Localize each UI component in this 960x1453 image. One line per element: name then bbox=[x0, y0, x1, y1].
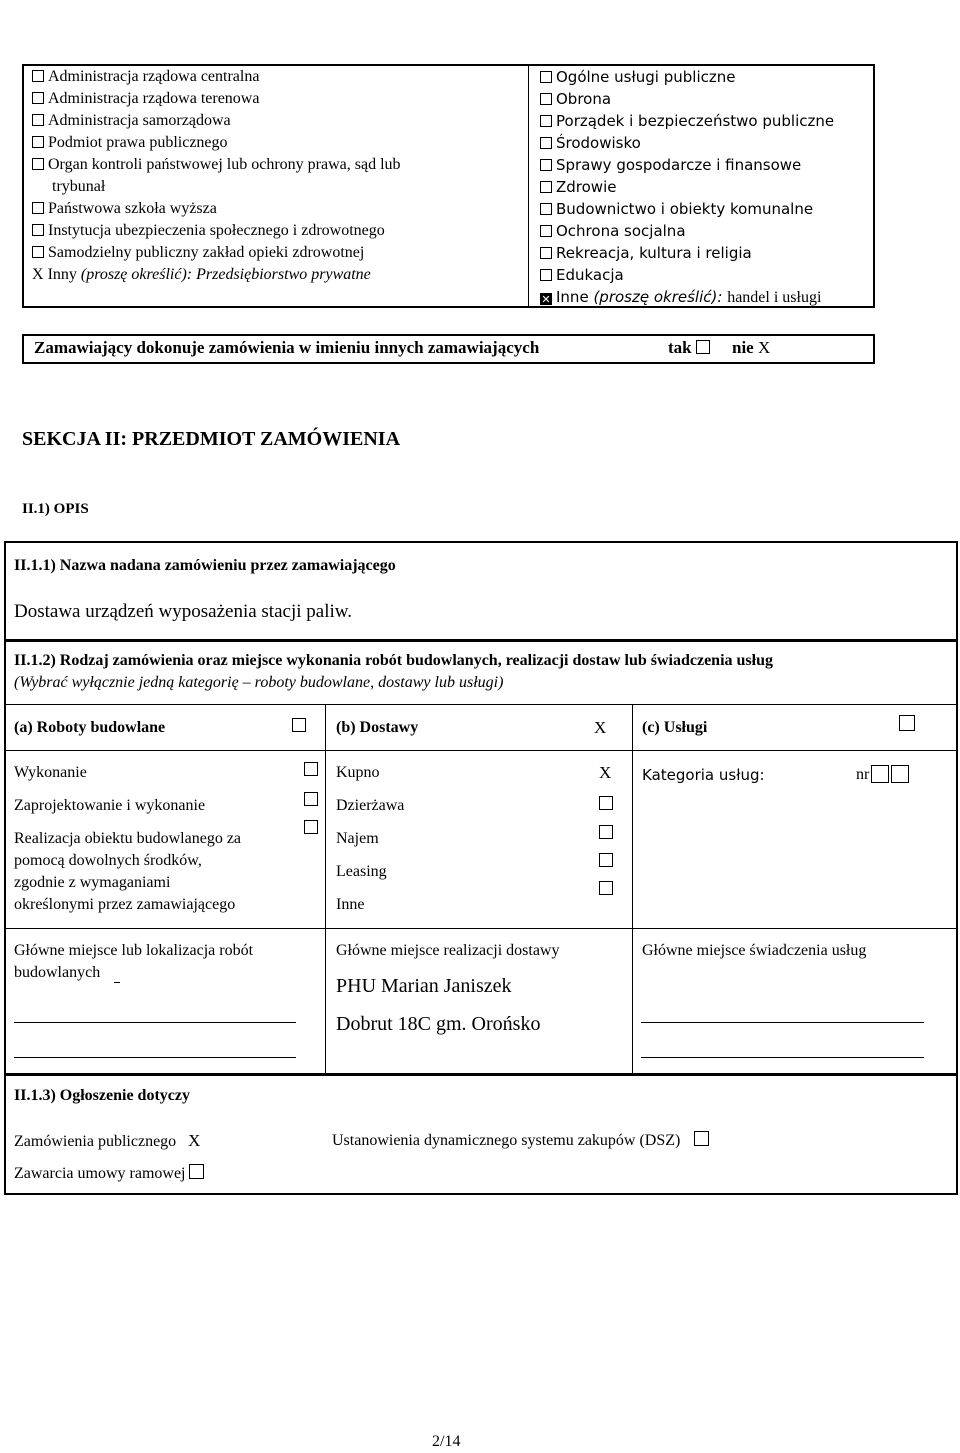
entity-option[interactable]: Instytucja ubezpieczenia społecznego i zdrowotnego bbox=[32, 220, 385, 242]
header-form-code: ZP-300 bbox=[676, 2, 724, 19]
checkbox[interactable] bbox=[304, 792, 318, 806]
entity-type-divider bbox=[528, 64, 529, 308]
checkbox[interactable] bbox=[599, 825, 613, 839]
entity-option[interactable]: Podmiot prawa publicznego bbox=[32, 132, 228, 154]
header-case-number: Numer sprawy nadany przez zamawiającego:PHU_P02/07 bbox=[32, 2, 411, 19]
service-category-label: Kategoria usług: bbox=[642, 766, 765, 784]
function-option[interactable]: Budownictwo i obiekty komunalne bbox=[540, 198, 813, 220]
checkbox[interactable] bbox=[32, 70, 44, 82]
service-place-field[interactable] bbox=[641, 1022, 924, 1023]
checkbox[interactable] bbox=[696, 340, 710, 354]
checkbox[interactable] bbox=[32, 224, 44, 236]
ii11-label: II.1.1) Nazwa nadana zamówieniu przez zamawiającego bbox=[14, 557, 396, 574]
service-place-field[interactable] bbox=[641, 1057, 924, 1058]
selected-mark: X bbox=[188, 1131, 201, 1150]
function-option[interactable]: Ogólne usługi publiczne bbox=[540, 66, 735, 88]
function-option[interactable]: Obrona bbox=[540, 88, 611, 110]
underline bbox=[114, 982, 120, 983]
other-function-value: handel i usługi bbox=[727, 289, 822, 306]
behalf-no[interactable]: nie X bbox=[732, 338, 771, 357]
behalf-yes[interactable]: tak bbox=[668, 337, 714, 359]
selected-mark: X bbox=[757, 338, 771, 357]
digit-box[interactable] bbox=[871, 765, 889, 783]
notice-option-dsz[interactable]: Ustanowienia dynamicznego systemu zakupów (DSZ) bbox=[332, 1130, 713, 1152]
checkbox[interactable] bbox=[540, 159, 552, 171]
supply-place-value[interactable]: Dobrut 18C gm. Orońsko bbox=[336, 1013, 541, 1035]
checkbox[interactable] bbox=[540, 203, 552, 215]
service-category-nr[interactable]: nr bbox=[856, 764, 913, 786]
checkbox[interactable] bbox=[189, 1164, 204, 1179]
works-option-line: zgodnie z wymaganiami bbox=[14, 874, 171, 891]
works-place-label: Główne miejsce lub lokalizacja robót bbox=[14, 942, 254, 959]
ii12-label: II.1.2) Rodzaj zamówienia oraz miejsce wykonania robót budowlanych, realizacji dostaw lub świadczenia usług bbox=[14, 652, 773, 669]
entity-option[interactable]: Administracja rządowa centralna bbox=[32, 66, 259, 88]
checkbox[interactable] bbox=[32, 136, 44, 148]
grid-line bbox=[4, 928, 958, 929]
digit-box[interactable] bbox=[891, 765, 909, 783]
checkbox[interactable] bbox=[694, 1131, 709, 1146]
category-services-checkbox[interactable] bbox=[899, 715, 915, 731]
supply-option: Najem bbox=[336, 830, 379, 847]
entity-option[interactable]: Administracja rządowa terenowa bbox=[32, 88, 259, 110]
works-option: Zaprojektowanie i wykonanie bbox=[14, 797, 206, 814]
supply-place-label: Główne miejsce realizacji dostawy bbox=[336, 942, 560, 959]
entity-option[interactable]: Organ kontroli państwowej lub ochrony prawa, sąd lub bbox=[32, 154, 401, 176]
checkbox[interactable] bbox=[599, 796, 613, 810]
checkbox[interactable] bbox=[540, 93, 552, 105]
works-place-label-line: budowlanych bbox=[14, 964, 101, 981]
works-place-field[interactable] bbox=[14, 1057, 296, 1058]
page-number: 2/14 bbox=[432, 1433, 461, 1450]
checkbox[interactable] bbox=[32, 158, 44, 170]
checkbox[interactable] bbox=[540, 181, 552, 193]
function-option[interactable]: Edukacja bbox=[540, 264, 624, 286]
selected-mark: X bbox=[32, 266, 44, 283]
category-supplies-mark[interactable]: X bbox=[594, 718, 607, 737]
checked-checkbox-icon[interactable]: ✕ bbox=[541, 293, 551, 306]
entity-option[interactable]: Administracja samorządowa bbox=[32, 110, 231, 132]
category-supplies-header: (b) Dostawy bbox=[336, 719, 419, 736]
checkbox[interactable] bbox=[540, 137, 552, 149]
entity-option[interactable]: Państwowa szkoła wyższa bbox=[32, 198, 217, 220]
entity-option-continuation: trybunał bbox=[52, 178, 106, 195]
works-option-line: pomocą dowolnych środków, bbox=[14, 852, 202, 869]
works-option-line: określonymi przez zamawiającego bbox=[14, 896, 236, 913]
checkbox[interactable] bbox=[540, 247, 552, 259]
notice-option-framework[interactable]: Zawarcia umowy ramowej bbox=[14, 1163, 208, 1185]
checkbox[interactable] bbox=[32, 114, 44, 126]
function-option[interactable]: Sprawy gospodarcze i finansowe bbox=[540, 154, 801, 176]
function-option[interactable]: Porządek i bezpieczeństwo publiczne bbox=[540, 110, 834, 132]
function-option[interactable]: Zdrowie bbox=[540, 176, 616, 198]
category-works-checkbox[interactable] bbox=[292, 718, 306, 732]
checkbox[interactable] bbox=[32, 202, 44, 214]
section-title: SEKCJA II: PRZEDMIOT ZAMÓWIENIA bbox=[22, 428, 401, 450]
notice-option-public[interactable]: Zamówienia publicznego X bbox=[14, 1131, 201, 1150]
behalf-question: Zamawiający dokonuje zamówienia w imieniu innych zamawiających bbox=[34, 338, 540, 357]
checkbox[interactable] bbox=[540, 225, 552, 237]
entity-option-other[interactable] bbox=[32, 264, 371, 286]
function-option-other[interactable]: ✕ Inne (proszę określić): handel i usługi bbox=[541, 288, 822, 306]
checkbox[interactable] bbox=[32, 246, 44, 258]
supply-option: Leasing bbox=[336, 863, 387, 880]
supply-place-value[interactable]: PHU Marian Janiszek bbox=[336, 975, 512, 997]
grid-line bbox=[4, 750, 958, 751]
service-place-label: Główne miejsce świadczenia usług bbox=[642, 942, 867, 959]
checkbox[interactable] bbox=[599, 881, 613, 895]
function-option[interactable]: Środowisko bbox=[540, 132, 641, 154]
category-works-header: (a) Roboty budowlane bbox=[14, 719, 166, 736]
grid-line bbox=[4, 704, 958, 705]
supply-option: Dzierżawa bbox=[336, 797, 405, 814]
other-hint: (proszę określić): Przedsiębiorstwo prywatne bbox=[80, 266, 371, 283]
checkbox[interactable] bbox=[540, 115, 552, 127]
function-option[interactable]: Rekreacja, kultura i religia bbox=[540, 242, 752, 264]
grid-line bbox=[325, 704, 326, 1075]
checkbox[interactable] bbox=[540, 269, 552, 281]
supply-option: Inne bbox=[336, 896, 365, 913]
checkbox[interactable] bbox=[304, 762, 318, 776]
supply-option: Kupno bbox=[336, 764, 380, 781]
works-option: Wykonanie bbox=[14, 764, 87, 781]
checkbox[interactable] bbox=[599, 853, 613, 867]
ii11-value[interactable]: Dostawa urządzeń wyposażenia stacji paliw. bbox=[14, 601, 352, 622]
checkbox[interactable] bbox=[540, 71, 552, 83]
grid-line bbox=[632, 704, 633, 1075]
works-option: Realizacja obiektu budowlanego za bbox=[14, 830, 242, 847]
function-option[interactable]: Ochrona socjalna bbox=[540, 220, 686, 242]
works-place-field[interactable] bbox=[14, 1022, 296, 1023]
ii13-label: II.1.3) Ogłoszenie dotyczy bbox=[14, 1087, 190, 1104]
entity-option[interactable]: Samodzielny publiczny zakład opieki zdrowotnej bbox=[32, 242, 364, 264]
category-services-header: (c) Usługi bbox=[642, 719, 708, 736]
subsection-opis: II.1) OPIS bbox=[22, 501, 89, 517]
checkbox[interactable] bbox=[32, 92, 44, 104]
ii12-hint: (Wybrać wyłącznie jedną kategorię – roboty budowlane, dostawy lub usługi) bbox=[14, 674, 504, 691]
checkbox[interactable] bbox=[304, 820, 318, 834]
supply-option-mark[interactable]: X bbox=[599, 763, 612, 782]
other-label: Inny bbox=[47, 266, 77, 283]
